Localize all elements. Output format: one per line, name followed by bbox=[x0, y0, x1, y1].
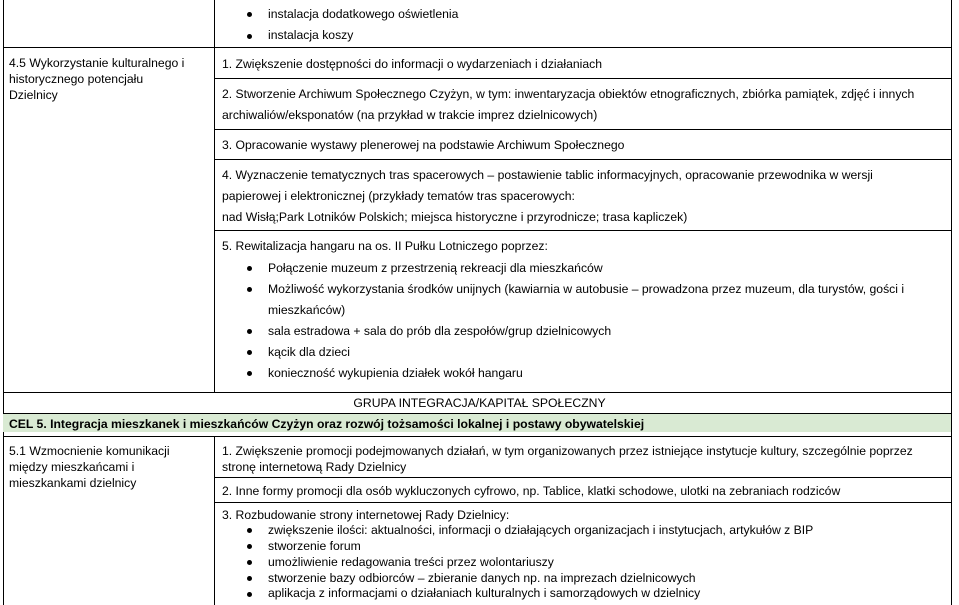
column-divider-top bbox=[214, 0, 215, 392]
list-item: zwiększenie ilości: aktualności, informacji o działających organizacjach i instytucjach, artykułów z BIP bbox=[268, 523, 814, 537]
action-item-2-line: 2. Stworzenie Archiwum Społecznego Czyżyn, w tym: inwentaryzacja obiektów etnograficznych, zbiórka pamiątek, zdjęć i innych bbox=[222, 87, 915, 101]
bullet-dot bbox=[247, 528, 252, 533]
table-left-border bbox=[3, 0, 4, 605]
row-divider-item1 bbox=[214, 78, 952, 79]
bullet-dot bbox=[247, 34, 252, 39]
action-item-4-line: nad Wisłą;Park Lotników Polskich; miejsca historyczne i przyrodnicze; trasa kapliczek) bbox=[222, 210, 688, 224]
section-45-title-line: historycznego potencjału bbox=[9, 72, 144, 86]
action-item-1-line: 1. Zwiększenie promocji podejmowanych działań, w tym organizowanych przez istniejące instytucje kultury, szczególnie poprzez bbox=[222, 444, 913, 458]
section-51-title-line: mieszkankami dzielnicy bbox=[9, 476, 137, 490]
section-45-title-line: Dzielnicy bbox=[9, 88, 58, 102]
bullet-dot bbox=[247, 371, 252, 376]
list-item: instalacja dodatkowego oświetlenia bbox=[268, 7, 459, 21]
action-item-1: 1. Zwiększenie dostępności do informacji o wydarzeniach i działaniach bbox=[222, 57, 603, 71]
action-item-2-line: archiwaliów/eksponatów (na przykład w trakcie imprez dzielnicowych) bbox=[222, 108, 598, 122]
row-divider-51-item1 bbox=[214, 477, 952, 478]
action-item-4-line: 4. Wyznaczenie tematycznych tras spacerowych – postawienie tablic informacyjnych, opracowanie przewodnika w wersji bbox=[222, 168, 873, 182]
section-51-title-line: między mieszkańcami i bbox=[9, 460, 135, 474]
row-divider-45-bottom bbox=[3, 392, 952, 393]
bullet-dot bbox=[247, 12, 252, 17]
row-divider-item2 bbox=[214, 129, 952, 130]
bullet-dot bbox=[247, 560, 252, 565]
action-item-1-line: stronę internetową Rady Dzielnicy bbox=[222, 460, 407, 474]
bullet-dot bbox=[247, 544, 252, 549]
table-right-border bbox=[951, 0, 952, 605]
action-item-5: 5. Rewitalizacja hangaru na os. II Pułku Lotniczego poprzez: bbox=[222, 239, 548, 253]
list-item: stworzenie bazy odbiorców – zbieranie danych np. na imprezach dzielnicowych bbox=[268, 571, 696, 585]
action-item-2: 2. Inne formy promocji dla osób wykluczonych cyfrowo, np. Tablice, klatki schodowe, ulotki na zebraniach rodziców bbox=[222, 484, 841, 498]
list-item: instalacja koszy bbox=[268, 28, 354, 42]
list-item: aplikacja z informacjami o działaniach kulturalnych i samorządowych w dzielnicy bbox=[268, 586, 701, 600]
bullet-dot bbox=[247, 576, 252, 581]
list-item: Możliwość wykorzystania środków unijnych (kawiarnia w autobusie – prowadzona przez muzeum, dla turystów, gości i bbox=[268, 282, 905, 296]
goal-heading: CEL 5. Integracja mieszkanek i mieszkańców Czyżyn oraz rozwój tożsamości lokalnej i postawy obywatelskiej bbox=[9, 417, 645, 431]
section-45-title-line: 4.5 Wykorzystanie kulturalnego i bbox=[9, 56, 185, 70]
list-item: stworzenie forum bbox=[268, 539, 361, 553]
row-divider-45-top bbox=[3, 47, 952, 48]
list-item: umożliwienie redagowania treści przez wolontariuszy bbox=[268, 555, 554, 569]
action-item-3: 3. Opracowanie wystawy plenerowej na podstawie Archiwum Społecznego bbox=[222, 138, 625, 152]
column-divider-bottom bbox=[214, 436, 215, 605]
list-item: konieczność wykupienia działek wokół hangaru bbox=[268, 366, 523, 380]
action-item-4-line: papierowej i elektronicznej (przykłady tematów tras spacerowych: bbox=[222, 189, 575, 203]
list-item: sala estradowa + sala do prób dla zespołów/grup dzielnicowych bbox=[268, 324, 612, 338]
list-item: kącik dla dzieci bbox=[268, 345, 350, 359]
row-divider-item4 bbox=[214, 230, 952, 231]
row-divider-item3 bbox=[214, 159, 952, 160]
bullet-dot bbox=[247, 266, 252, 271]
list-item: Połączenie muzeum z przestrzenią rekreacji dla mieszkańców bbox=[268, 261, 603, 275]
bullet-dot bbox=[247, 287, 252, 292]
bullet-dot bbox=[247, 592, 252, 597]
bullet-dot bbox=[247, 350, 252, 355]
action-item-3: 3. Rozbudowanie strony internetowej Rady Dzielnicy: bbox=[222, 508, 510, 522]
list-item-continuation: mieszkańców) bbox=[268, 303, 346, 317]
row-divider-cel5 bbox=[3, 436, 952, 437]
row-divider-51-item2 bbox=[214, 502, 952, 503]
section-51-title-line: 5.1 Wzmocnienie komunikacji bbox=[9, 444, 170, 458]
bullet-dot bbox=[247, 329, 252, 334]
group-label: GRUPA INTEGRACJA/KAPITAŁ SPOŁECZNY bbox=[353, 396, 606, 410]
